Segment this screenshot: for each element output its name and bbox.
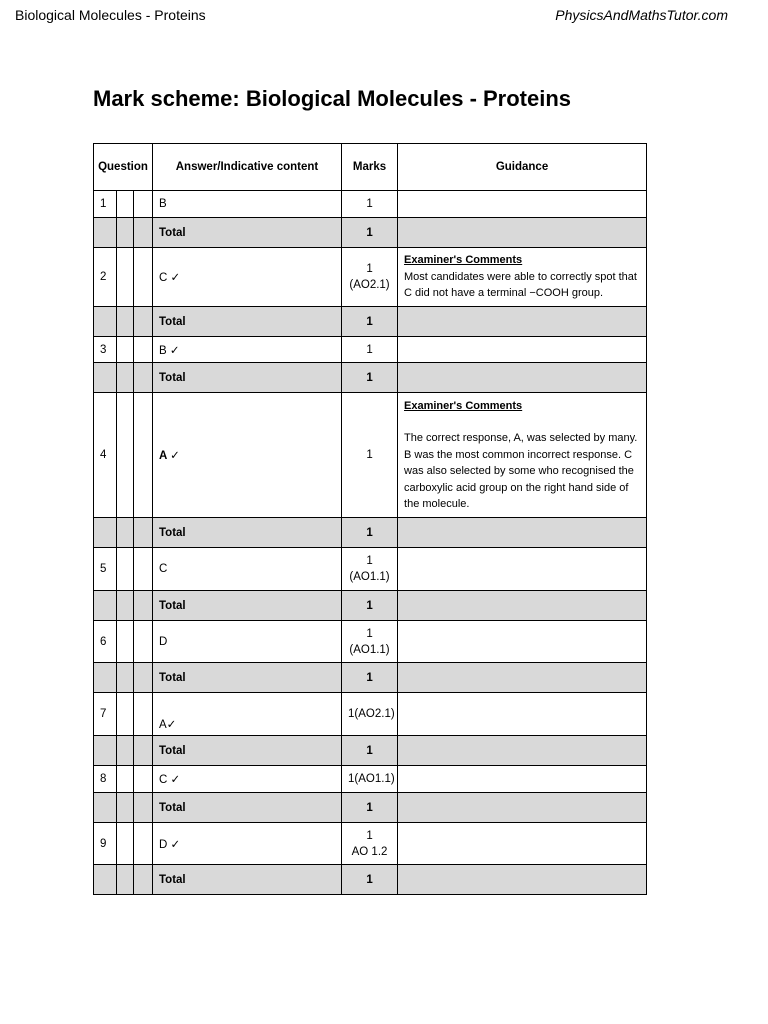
total-marks: 1 bbox=[342, 218, 398, 248]
question-number-cell: 9 bbox=[94, 823, 117, 865]
marks-line: 1 bbox=[366, 555, 373, 567]
question-subpart-cell bbox=[117, 591, 134, 621]
question-number-cell: 1 bbox=[94, 191, 117, 218]
marks-cell bbox=[342, 621, 398, 663]
question-row bbox=[94, 693, 647, 736]
question-row bbox=[94, 191, 647, 218]
guidance-cell bbox=[398, 393, 647, 518]
marks-line: 1 bbox=[366, 198, 373, 210]
question-subpart-cell bbox=[117, 766, 134, 793]
question-subpart-cell bbox=[117, 823, 134, 865]
marks-line: 1 bbox=[366, 263, 373, 275]
guidance-spacer bbox=[404, 414, 640, 430]
question-row bbox=[94, 548, 647, 591]
question-subpart-cell bbox=[117, 218, 134, 248]
question-subpart-cell bbox=[117, 736, 134, 766]
page-header-left: Biological Molecules - Proteins bbox=[15, 7, 206, 23]
answer-cell: C ✓ bbox=[153, 766, 342, 793]
guidance-cell bbox=[398, 793, 647, 823]
question-subsubpart-cell bbox=[134, 191, 153, 218]
guidance-cell bbox=[398, 663, 647, 693]
guidance-cell bbox=[398, 823, 647, 865]
question-subpart-cell bbox=[117, 548, 134, 591]
total-row bbox=[94, 865, 647, 895]
guidance-cell bbox=[398, 307, 647, 337]
question-number-cell bbox=[94, 363, 117, 393]
marks-line: 1 bbox=[366, 449, 373, 461]
guidance-cell bbox=[398, 518, 647, 548]
question-subsubpart-cell bbox=[134, 363, 153, 393]
total-marks: 1 bbox=[342, 363, 398, 393]
question-subsubpart-cell bbox=[134, 736, 153, 766]
question-row bbox=[94, 393, 647, 518]
answer-cell: D ✓ bbox=[153, 823, 342, 865]
marks-line: (AO1.1) bbox=[349, 571, 390, 583]
question-subpart-cell bbox=[117, 621, 134, 663]
total-marks: 1 bbox=[342, 518, 398, 548]
total-marks: 1 bbox=[342, 865, 398, 895]
total-marks: 1 bbox=[342, 793, 398, 823]
question-row bbox=[94, 823, 647, 865]
total-label: Total bbox=[153, 736, 342, 766]
question-row bbox=[94, 766, 647, 793]
table-header-row bbox=[94, 144, 647, 191]
total-marks: 1 bbox=[342, 663, 398, 693]
question-number-cell bbox=[94, 307, 117, 337]
guidance-heading: Examiner's Comments bbox=[404, 399, 523, 412]
question-number-cell bbox=[94, 736, 117, 766]
marks-line: 1(AO2.1) bbox=[348, 708, 395, 720]
answer-cell: C ✓ bbox=[153, 248, 342, 307]
marks-line: (AO1.1) bbox=[349, 643, 390, 656]
question-number-cell: 2 bbox=[94, 248, 117, 307]
question-subpart-cell bbox=[117, 793, 134, 823]
question-number-cell: 3 bbox=[94, 337, 117, 363]
total-row bbox=[94, 363, 647, 393]
marks-cell bbox=[342, 393, 398, 518]
total-row bbox=[94, 307, 647, 337]
total-marks: 1 bbox=[342, 736, 398, 766]
header-marks: Marks bbox=[342, 144, 398, 191]
marks-cell bbox=[342, 766, 398, 793]
question-subsubpart-cell bbox=[134, 218, 153, 248]
header-guidance: Guidance bbox=[398, 144, 647, 191]
total-label: Total bbox=[153, 591, 342, 621]
total-label: Total bbox=[153, 307, 342, 337]
total-row bbox=[94, 518, 647, 548]
question-number-cell bbox=[94, 663, 117, 693]
question-number-cell: 6 bbox=[94, 621, 117, 663]
answer-cell: C bbox=[153, 548, 342, 591]
answer-cell: A✓ bbox=[153, 693, 342, 736]
answer-cell: A ✓ bbox=[153, 393, 342, 518]
total-label: Total bbox=[153, 865, 342, 895]
total-row bbox=[94, 218, 647, 248]
question-number-cell bbox=[94, 518, 117, 548]
guidance-cell bbox=[398, 548, 647, 591]
question-subsubpart-cell bbox=[134, 663, 153, 693]
total-marks: 1 bbox=[342, 591, 398, 621]
question-number-cell: 8 bbox=[94, 766, 117, 793]
mark-scheme-table bbox=[93, 143, 647, 895]
marks-line: AO 1.2 bbox=[351, 845, 388, 858]
question-subsubpart-cell bbox=[134, 693, 153, 736]
question-number-cell bbox=[94, 218, 117, 248]
question-subsubpart-cell bbox=[134, 865, 153, 895]
question-subpart-cell bbox=[117, 307, 134, 337]
total-label: Total bbox=[153, 793, 342, 823]
question-number-cell bbox=[94, 793, 117, 823]
question-number-cell bbox=[94, 865, 117, 895]
question-subsubpart-cell bbox=[134, 548, 153, 591]
guidance-cell bbox=[398, 591, 647, 621]
question-subsubpart-cell bbox=[134, 621, 153, 663]
question-subpart-cell bbox=[117, 693, 134, 736]
total-label: Total bbox=[153, 218, 342, 248]
guidance-cell bbox=[398, 218, 647, 248]
question-subsubpart-cell bbox=[134, 248, 153, 307]
marks-line: 1 bbox=[366, 627, 373, 640]
total-label: Total bbox=[153, 518, 342, 548]
question-subsubpart-cell bbox=[134, 793, 153, 823]
question-subpart-cell bbox=[117, 337, 134, 363]
guidance-heading: Examiner's Comments bbox=[404, 254, 523, 267]
question-subsubpart-cell bbox=[134, 337, 153, 363]
page-title: Mark scheme: Biological Molecules - Proteins bbox=[93, 86, 572, 111]
total-row bbox=[94, 793, 647, 823]
question-number-cell bbox=[94, 591, 117, 621]
question-subsubpart-cell bbox=[134, 823, 153, 865]
guidance-cell bbox=[398, 693, 647, 736]
marks-line: (AO2.1) bbox=[349, 279, 390, 291]
question-subsubpart-cell bbox=[134, 307, 153, 337]
question-subsubpart-cell bbox=[134, 591, 153, 621]
question-subpart-cell bbox=[117, 663, 134, 693]
marks-cell bbox=[342, 548, 398, 591]
header-answer: Answer/Indicative content bbox=[153, 144, 342, 191]
question-subsubpart-cell bbox=[134, 518, 153, 548]
guidance-cell bbox=[398, 865, 647, 895]
question-subpart-cell bbox=[117, 363, 134, 393]
total-label: Total bbox=[153, 363, 342, 393]
page-header-right: PhysicsAndMathsTutor.com bbox=[555, 7, 728, 23]
question-subpart-cell bbox=[117, 393, 134, 518]
question-subsubpart-cell bbox=[134, 393, 153, 518]
marks-line: 1 bbox=[366, 829, 373, 842]
guidance-text: Most candidates were able to correctly spot that C did not have a terminal −COOH group. bbox=[404, 270, 637, 300]
question-subpart-cell bbox=[117, 518, 134, 548]
guidance-cell bbox=[398, 337, 647, 363]
total-row bbox=[94, 736, 647, 766]
question-subpart-cell bbox=[117, 248, 134, 307]
marks-line: 1(AO1.1) bbox=[348, 773, 395, 785]
marks-cell bbox=[342, 823, 398, 865]
answer-cell: D bbox=[153, 621, 342, 663]
question-row bbox=[94, 621, 647, 663]
guidance-cell bbox=[398, 736, 647, 766]
guidance-cell bbox=[398, 621, 647, 663]
total-row bbox=[94, 591, 647, 621]
header-question: Question bbox=[94, 144, 153, 191]
question-number-cell: 4 bbox=[94, 393, 117, 518]
table-body bbox=[94, 191, 647, 895]
total-label: Total bbox=[153, 663, 342, 693]
guidance-cell bbox=[398, 363, 647, 393]
question-row bbox=[94, 248, 647, 307]
marks-cell bbox=[342, 337, 398, 363]
marks-line: 1 bbox=[366, 343, 373, 356]
question-number-cell: 5 bbox=[94, 548, 117, 591]
question-number-cell: 7 bbox=[94, 693, 117, 736]
marks-cell bbox=[342, 693, 398, 736]
total-marks: 1 bbox=[342, 307, 398, 337]
question-subpart-cell bbox=[117, 191, 134, 218]
guidance-text: The correct response, A, was selected by many. B was the most common incorrect response. C was also selected by some who recognised the carboxylic acid group on the right hand side of the molecule. bbox=[404, 432, 638, 510]
marks-cell bbox=[342, 248, 398, 307]
guidance-cell bbox=[398, 766, 647, 793]
guidance-cell bbox=[398, 191, 647, 218]
question-subpart-cell bbox=[117, 865, 134, 895]
question-row bbox=[94, 337, 647, 363]
question-subsubpart-cell bbox=[134, 766, 153, 793]
guidance-cell bbox=[398, 248, 647, 307]
total-row bbox=[94, 663, 647, 693]
answer-cell: B bbox=[153, 191, 342, 218]
answer-cell: B ✓ bbox=[153, 337, 342, 363]
marks-cell bbox=[342, 191, 398, 218]
